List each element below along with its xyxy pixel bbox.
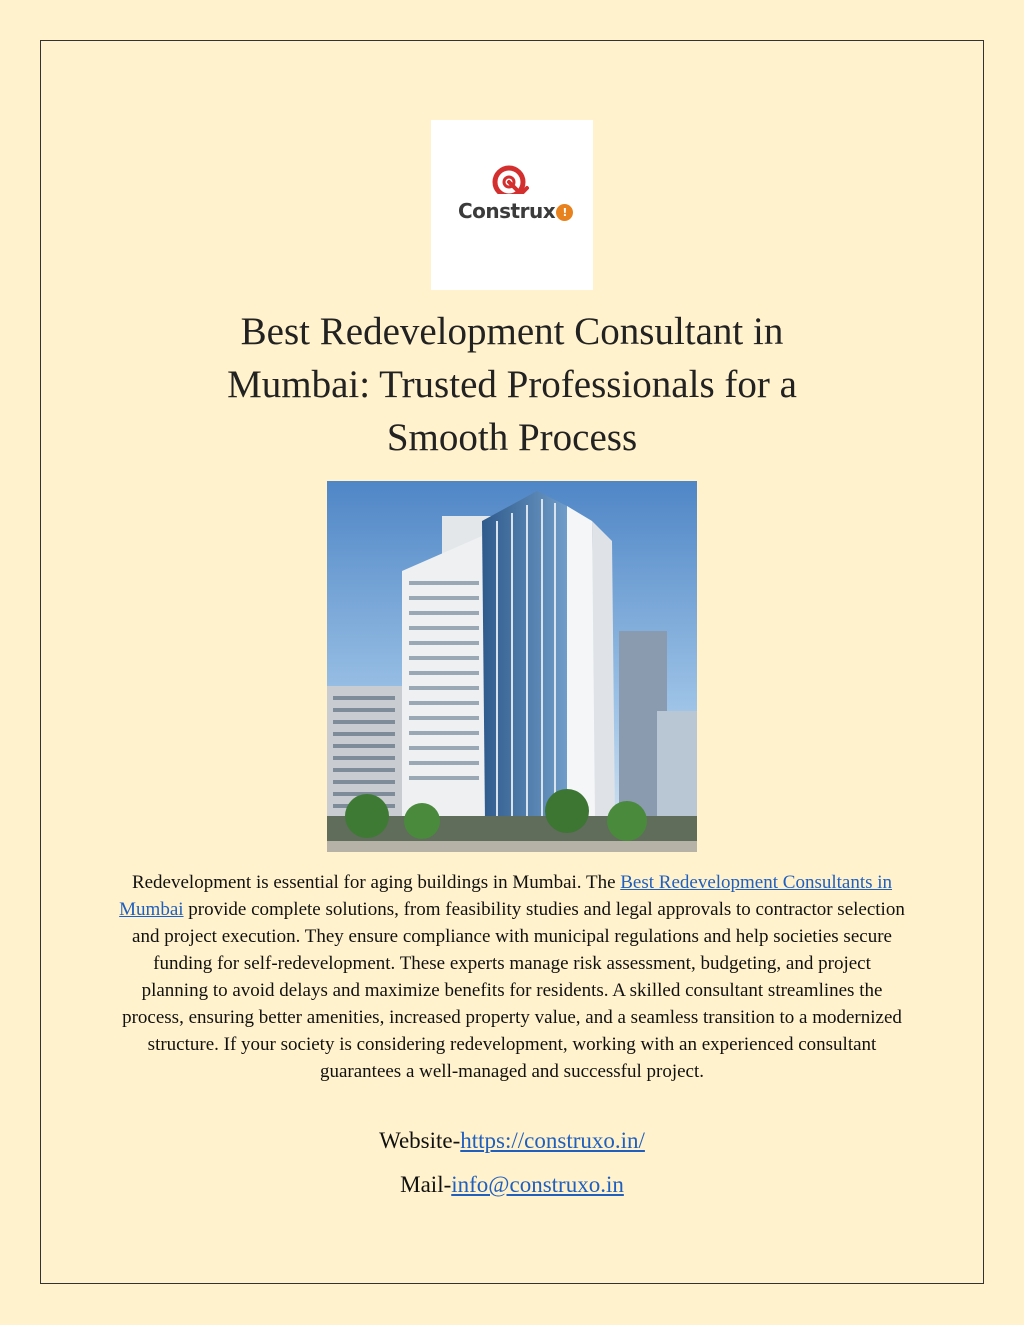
logo-brand-text: Construx	[458, 199, 556, 223]
body-paragraph	[118, 869, 906, 1085]
website-line	[118, 1128, 906, 1154]
website-link[interactable]: https://construxo.in/	[460, 1128, 645, 1153]
body-text-intro: Redevelopment is essential for aging buildings in Mumbai. The	[131, 872, 621, 893]
title-line-3: Smooth Process	[386, 416, 638, 459]
logo-mark-icon	[491, 164, 533, 202]
body-text-main: provide complete solutions, from feasibility studies and legal approvals to contractor selection and project execution. They ensure compliance with municipal regulations and help societies secure funding for self-redevelopment. These experts manage risk assessment, budgeting, and project planning to avoid delays and maximize benefits for residents. A skilled consultant streamlines the process, ensuring better amenities, increased property value, and a seamless transition to a modernized structure. If your society is considering redevelopment, working with an experienced consultant guarantees a well-managed and successful project.	[122, 899, 905, 1082]
logo-o-badge: !	[556, 204, 573, 221]
mail-label: Mail-	[400, 1172, 452, 1197]
logo-wordmark	[458, 199, 573, 223]
building-photo	[327, 481, 697, 852]
construxo-logo	[431, 120, 593, 290]
page-title	[160, 305, 864, 464]
mail-line	[118, 1172, 906, 1198]
consultants-link[interactable]: Best Redevelopment Consultants in Mumbai	[119, 872, 893, 920]
building-illustration	[327, 481, 697, 852]
title-line-2: Mumbai: Trusted Professionals for a	[227, 363, 797, 406]
website-label: Website-	[379, 1128, 461, 1153]
mail-link[interactable]: info@construxo.in	[451, 1172, 624, 1197]
title-line-1: Best Redevelopment Consultant in	[240, 310, 784, 353]
